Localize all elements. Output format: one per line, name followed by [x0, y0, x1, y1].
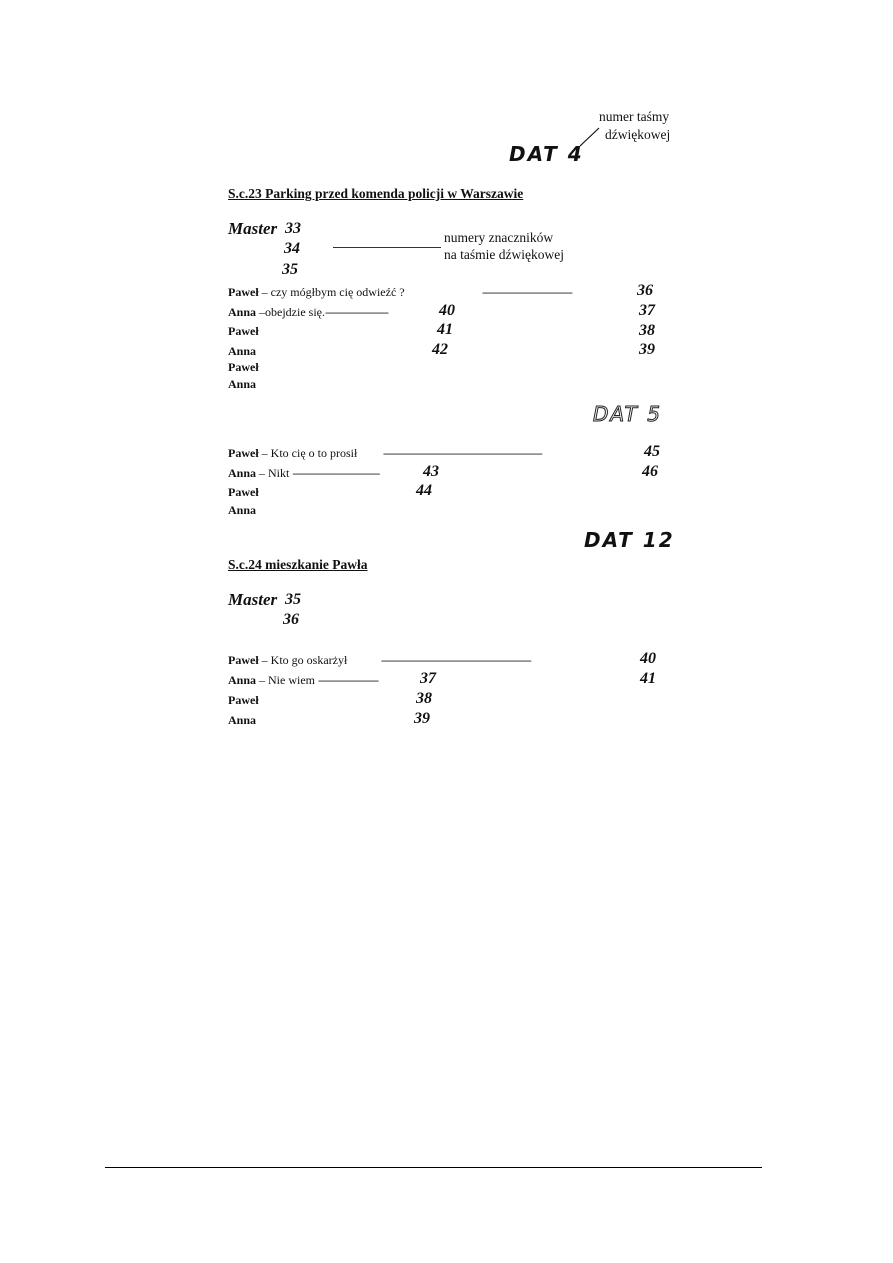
- dialogue-text: – Kto go oskarżył: [258, 653, 348, 667]
- marker-number: 40: [439, 302, 455, 319]
- marker-dashes: ---------------------: [325, 305, 388, 319]
- dialogue-text: – czy mógłbym cię odwieźć ?: [258, 285, 405, 299]
- footer-rule: [105, 1167, 762, 1168]
- speaker: Paweł: [228, 360, 259, 374]
- tape-label-dat12: DAT 12: [584, 528, 675, 552]
- marker-number: 41: [640, 670, 656, 687]
- dialogue-text: – Kto cię o to prosił: [258, 446, 358, 460]
- speaker: Anna: [228, 673, 257, 687]
- dialogue-line: [228, 653, 347, 668]
- marker-number: 37: [639, 302, 655, 319]
- marker-numbers-note-line2: na taśmie dźwiękowej: [444, 247, 564, 262]
- dialogue-text: –obejdzie się.: [256, 305, 325, 319]
- marker-number: 43: [423, 463, 439, 480]
- dialogue-line: [228, 285, 405, 300]
- speaker: Paweł: [228, 446, 259, 460]
- speaker: Anna: [228, 713, 257, 727]
- dialogue-line: [228, 305, 388, 320]
- marker-number: 38: [639, 322, 655, 339]
- marker-dashes: --------------------: [318, 673, 378, 687]
- marker-number: 41: [437, 321, 453, 338]
- speaker: Paweł: [228, 653, 259, 667]
- tape-number-note-line2: dźwiękowej: [605, 127, 671, 142]
- marker-pointer-line: [333, 247, 441, 248]
- marker-numbers-note-line1: numery znaczników: [444, 230, 554, 245]
- dialogue-line: [228, 466, 379, 481]
- speaker: Paweł: [228, 485, 259, 499]
- speaker: Anna: [228, 344, 257, 358]
- speaker: Anna: [228, 377, 257, 391]
- scene-24-heading: S.c.24 mieszkanie Pawła: [228, 557, 368, 572]
- marker-number: 39: [414, 710, 430, 727]
- master-number: 36: [283, 611, 299, 628]
- marker-number: 36: [637, 282, 653, 299]
- master-label: Master: [228, 219, 278, 238]
- marker-number: 45: [644, 443, 660, 460]
- dialogue-text: – Nikt: [256, 466, 290, 480]
- marker-number: 42: [432, 341, 448, 358]
- dialogue-line: [228, 673, 378, 688]
- master-number: 34: [284, 240, 300, 257]
- speaker: Paweł: [228, 285, 259, 299]
- tape-number-note-line1: numer taśmy: [599, 109, 670, 124]
- marker-dashes: ------------------------------: [482, 285, 572, 299]
- marker-dashes: -----------------------------------------------------: [383, 446, 542, 460]
- tape-label-dat4: DAT 4: [509, 142, 584, 166]
- master-number: 35: [282, 261, 298, 278]
- marker-number: 46: [642, 463, 658, 480]
- master-number: 33: [285, 220, 301, 237]
- speaker: Anna: [228, 503, 257, 517]
- dialogue-text: – Nie wiem: [256, 673, 316, 687]
- speaker: Paweł: [228, 324, 259, 338]
- marker-number: 44: [416, 482, 432, 499]
- tape-label-dat5: DAT 5: [593, 402, 662, 426]
- marker-number: 39: [639, 341, 655, 358]
- marker-dashes: -----------------------------: [292, 466, 380, 480]
- marker-number: 38: [416, 690, 432, 707]
- master-number: 35: [285, 591, 301, 608]
- scene-23-heading: S.c.23 Parking przed komenda policji w Warszawie: [228, 186, 524, 201]
- master-label: Master: [228, 590, 278, 609]
- marker-number: 37: [420, 670, 436, 687]
- dialogue-line: [228, 446, 357, 461]
- marker-dashes: --------------------------------------------------: [381, 653, 531, 667]
- marker-number: 40: [640, 650, 656, 667]
- speaker: Anna: [228, 305, 257, 319]
- speaker: Anna: [228, 466, 257, 480]
- speaker: Paweł: [228, 693, 259, 707]
